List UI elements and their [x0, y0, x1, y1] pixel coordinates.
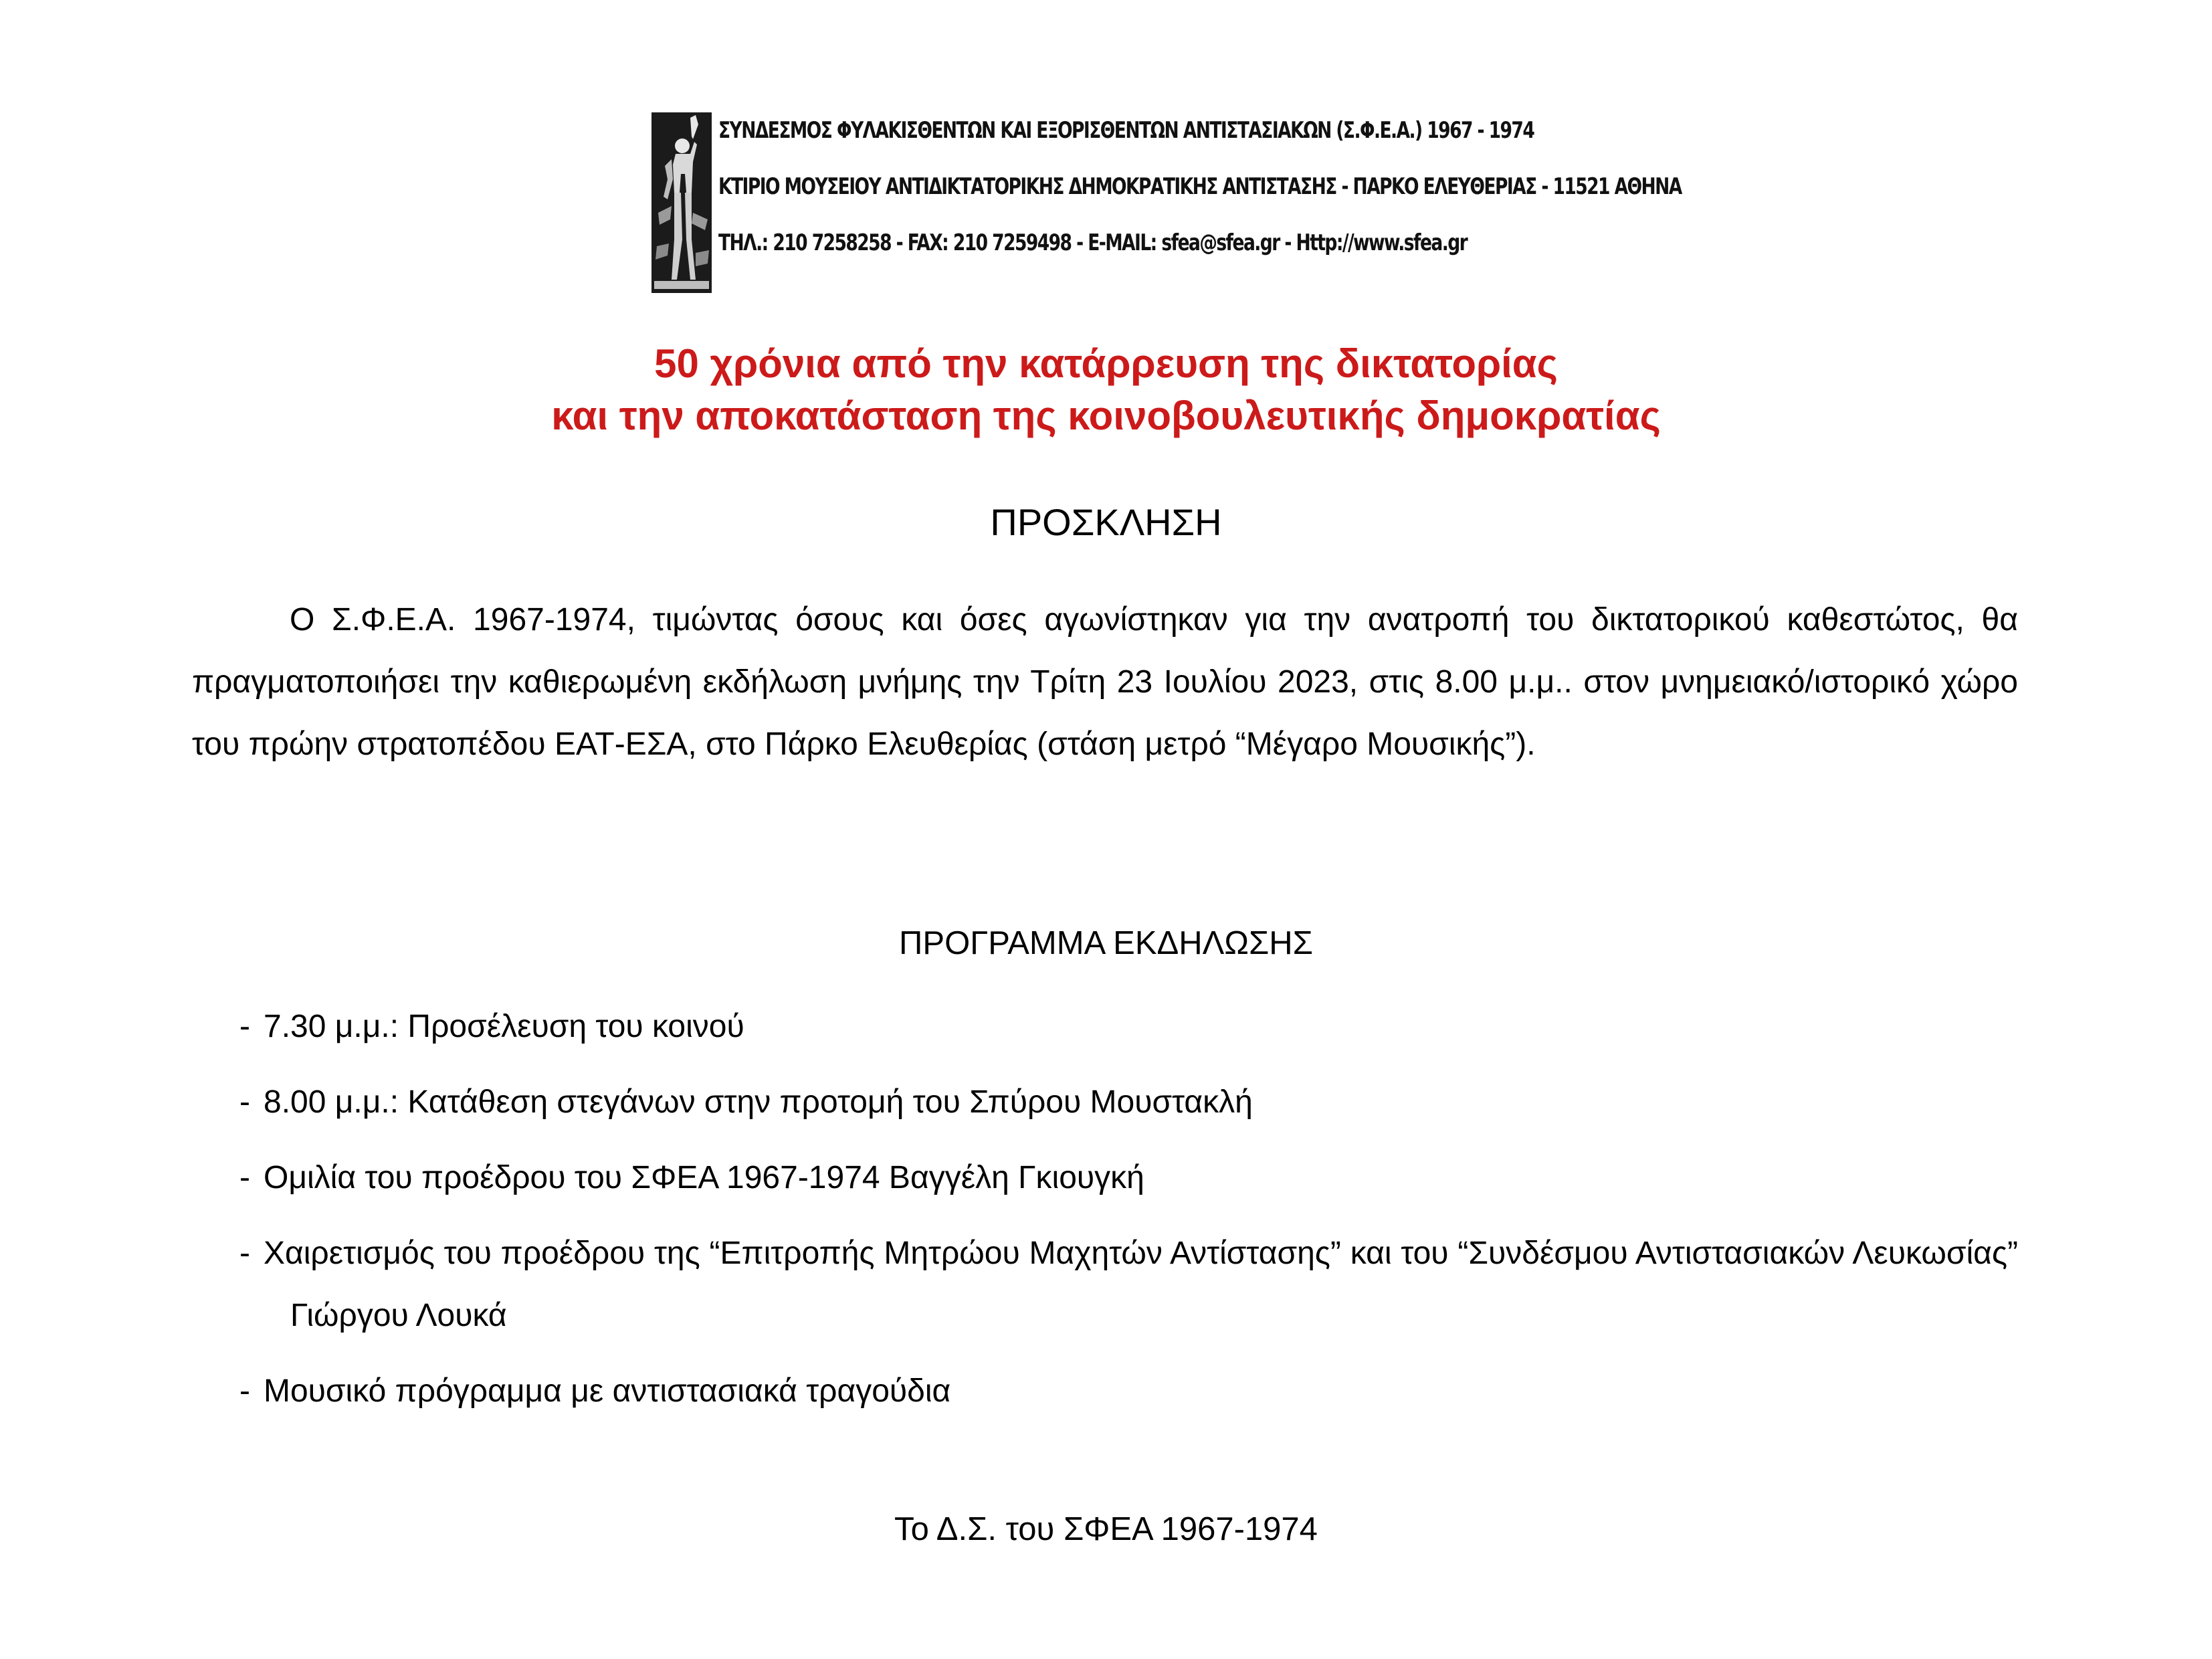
letterhead-organization: ΣΥΝΔΕΣΜΟΣ ΦΥΛΑΚΙΣΘΕΝΤΩΝ ΚΑΙ ΕΞΟΡΙΣΘΕΝΤΩΝ ΑΝΤΙΣΤΑΣΙΑΚΩΝ (Σ.Φ.Ε.Α.) 1967 - 1974: [718, 117, 1534, 144]
invitation-heading: ΠΡΟΣΚΛΗΣΗ: [990, 501, 1222, 543]
list-dash: -: [239, 1084, 250, 1120]
letterhead: [651, 112, 1682, 293]
program-item: [239, 995, 2018, 1058]
list-dash: -: [239, 1373, 250, 1409]
program-heading: ΠΡΟΓΡΑΜΜΑ ΕΚΔΗΛΩΣΗΣ: [899, 925, 1313, 961]
letterhead-text: [718, 117, 1682, 288]
signature: Το Δ.Σ. του ΣΦΕΑ 1967-1974: [894, 1511, 1318, 1547]
title-line-1: 50 χρόνια από την κατάρρευση της δικτατορίας: [654, 341, 1558, 386]
letterhead-contact: ΤΗΛ.: 210 7258258 - FAX: 210 7259498 - E-MAIL: sfea@sfea.gr - Http://www.sfea.gr: [718, 229, 1468, 256]
program-item-text: 8.00 μ.μ.: Κατάθεση στεγάνων στην προτομή του Σπύρου Μουστακλή: [264, 1084, 1253, 1120]
program-item-text: Μουσικό πρόγραμμα με αντιστασιακά τραγούδια: [264, 1373, 951, 1409]
document-title: [0, 338, 2212, 442]
resistance-fighter-figure-icon: [651, 112, 712, 293]
list-dash: -: [239, 1160, 250, 1195]
program-item: [239, 1222, 2018, 1347]
program-item: [239, 1147, 2018, 1209]
list-dash: -: [239, 1236, 250, 1271]
letterhead-address: ΚΤΙΡΙΟ ΜΟΥΣΕΙΟΥ ΑΝΤΙΔΙΚΤΑΤΟΡΙΚΗΣ ΔΗΜΟΚΡΑΤΙΚΗΣ ΑΝΤΙΣΤΑΣΗΣ - ΠΑΡΚΟ ΕΛΕΥΘΕΡΙΑΣ - 11521 ΑΘΗΝΑ: [718, 173, 1682, 200]
program-item-text: Ομιλία του προέδρου του ΣΦΕΑ 1967-1974 Βαγγέλη Γκιουγκή: [264, 1160, 1144, 1195]
program-item: [239, 1360, 2018, 1422]
program-item-text: 7.30 μ.μ.: Προσέλευση του κοινού: [264, 1009, 744, 1044]
list-dash: -: [239, 1009, 250, 1044]
program-item: [239, 1071, 2018, 1133]
title-line-2: και την αποκατάσταση της κοινοβουλευτικής δημοκρατίας: [551, 393, 1661, 438]
program-list: [239, 995, 2018, 1436]
invitation-body: Ο Σ.Φ.Ε.Α. 1967-1974, τιμώντας όσους και όσες αγωνίστηκαν για την ανατροπή του δικτατορικού καθεστώτος, θα πραγματοποιήσει την καθιερωμένη εκδήλωση μνήμης την Τρίτη 23 Ιουλίου 2023, στις 8.00 μ.μ.. στον μνημειακό/ιστορικό χώρο του πρώην στρατοπέδου ΕΑΤ-ΕΣΑ, στο Πάρκο Ελευθερίας (στάση μετρό “Μέγαρο Μουσικής”).: [192, 602, 2018, 762]
program-item-text: Χαιρετισμός του προέδρου της “Επιτροπής Μητρώου Μαχητών Αντίστασης” και του “Συνδέσμου Αντιστασιακών Λευκωσίας” Γιώργου Λουκά: [264, 1236, 2018, 1333]
